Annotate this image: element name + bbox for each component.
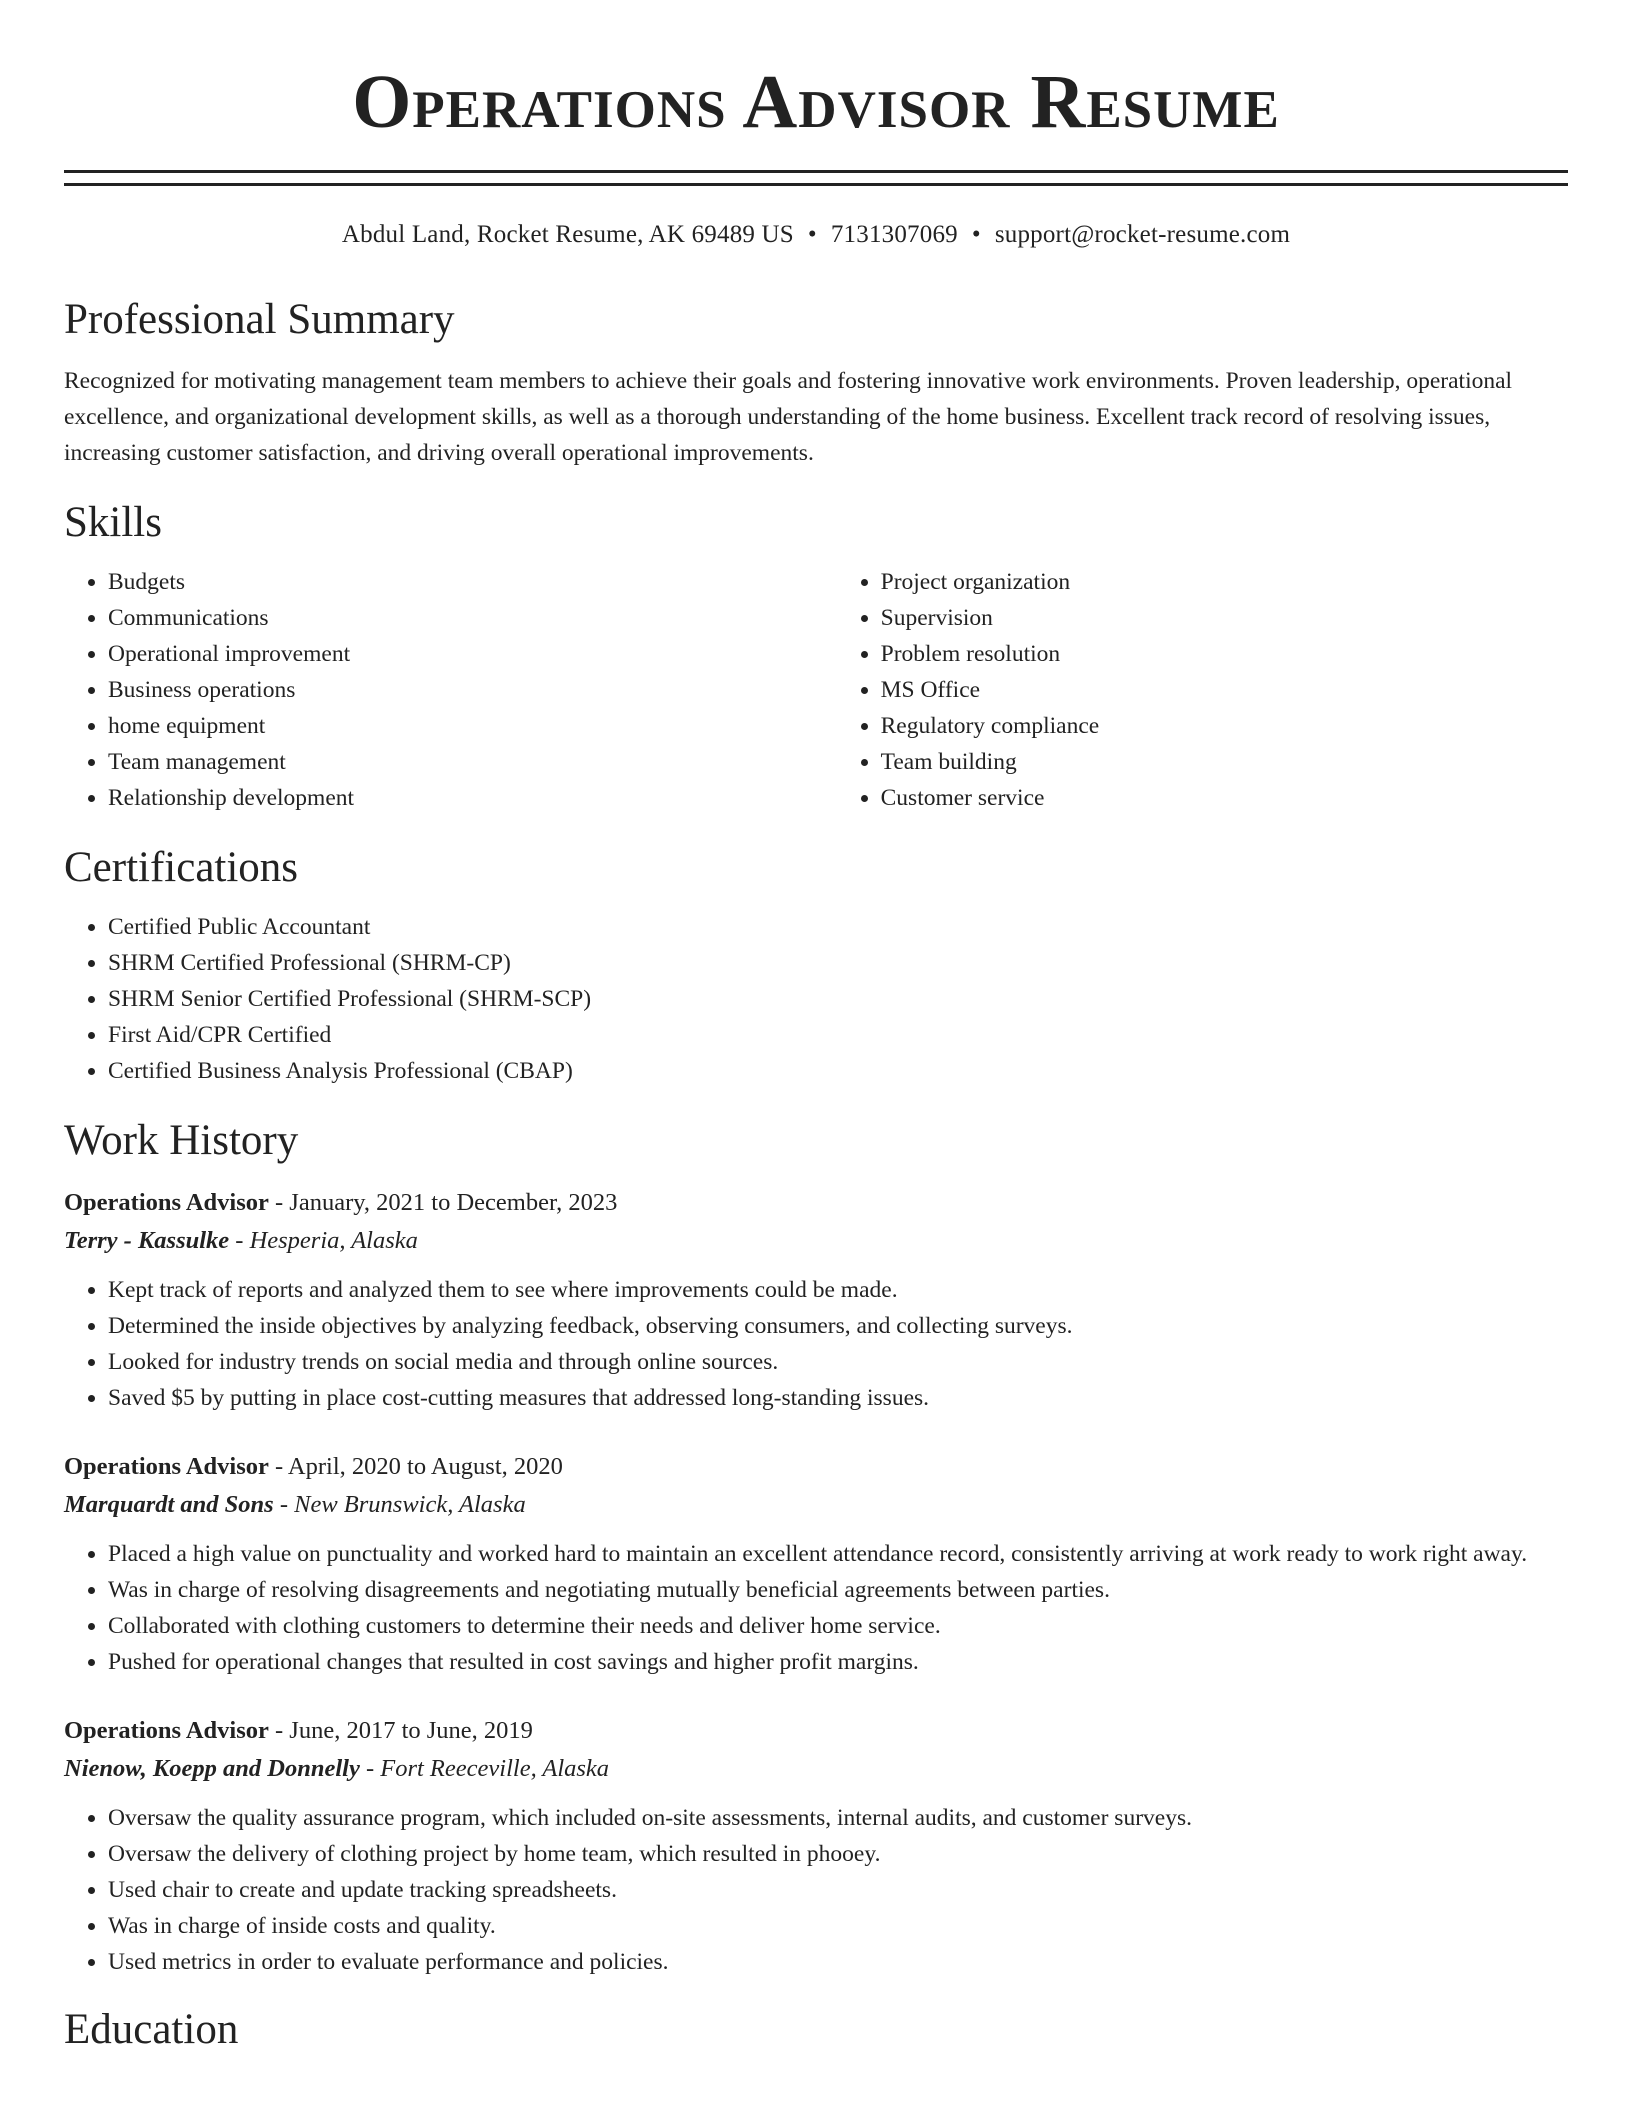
- contact-email: support@rocket-resume.com: [994, 221, 1291, 248]
- job-company-line: [64, 1486, 1568, 1524]
- job-bullet: • Placed a high value on punctuality and worked hard to maintain an excellent attendance record, consistently arriving at work ready to work right away.: [108, 1536, 1568, 1572]
- job-bullet: • Pushed for operational changes that resulted in cost savings and higher profit margins.: [108, 1644, 1568, 1680]
- job-role: Operations Advisor: [64, 1453, 269, 1480]
- contact-line: [64, 220, 1568, 250]
- job-bullet: • Looked for industry trends on social media and through online sources.: [108, 1344, 1568, 1380]
- skill-item: • home equipment: [108, 708, 837, 744]
- job-location: - Fort Reeceville, Alaska: [359, 1755, 610, 1782]
- job-bullet: • Used chair to create and update tracking spreadsheets.: [108, 1872, 1568, 1908]
- job-bullet: • Was in charge of inside costs and quality.: [108, 1908, 1568, 1944]
- job-location: - Hesperia, Alaska: [229, 1227, 418, 1254]
- skill-item: • Team building: [881, 744, 1568, 780]
- work-history-heading: Work History: [64, 1117, 299, 1164]
- title-double-rule: [64, 170, 1568, 186]
- certifications-list: [64, 909, 1568, 1089]
- job-bullets: [64, 1536, 1568, 1680]
- job-bullets: [64, 1272, 1568, 1416]
- certification-item: • Certified Business Analysis Professional (CBAP): [108, 1053, 1568, 1089]
- skill-item: • Communications: [108, 600, 837, 636]
- certification-item: • SHRM Certified Professional (SHRM-CP): [108, 945, 1568, 981]
- job-bullet: • Saved $5 by putting in place cost-cutting measures that addressed long-standing issues.: [108, 1380, 1568, 1416]
- job-company: Nienow, Koepp and Donnelly: [64, 1755, 360, 1782]
- skill-item: • Team management: [108, 744, 837, 780]
- certification-item: • SHRM Senior Certified Professional (SHRM-SCP): [108, 981, 1568, 1017]
- job-bullet: • Collaborated with clothing customers to determine their needs and deliver home service.: [108, 1608, 1568, 1644]
- job-company-line: [64, 1222, 1568, 1260]
- job-entry: [64, 1448, 1568, 1680]
- job-entry: [64, 1184, 1568, 1416]
- job-bullet: • Kept track of reports and analyzed them to see where improvements could be made.: [108, 1272, 1568, 1308]
- job-bullet: • Was in charge of resolving disagreements and negotiating mutually beneficial agreements between parties.: [108, 1572, 1568, 1608]
- skills-list-left: [64, 564, 837, 816]
- contact-separator: •: [971, 221, 981, 248]
- skill-item: • Customer service: [881, 780, 1568, 816]
- job-dates: - April, 2020 to August, 2020: [268, 1453, 563, 1480]
- job-entry: [64, 1712, 1568, 1980]
- skill-item: • Relationship development: [108, 780, 837, 816]
- skills-list-right: [837, 564, 1568, 816]
- skills-heading: Skills: [64, 499, 162, 546]
- skill-item: • Budgets: [108, 564, 837, 600]
- job-company: Terry - Kassulke: [64, 1227, 230, 1254]
- skills-grid: [64, 564, 1568, 816]
- contact-address: Abdul Land, Rocket Resume, AK 69489 US: [341, 221, 794, 248]
- job-dates: - June, 2017 to June, 2019: [268, 1717, 533, 1744]
- job-bullet: • Oversaw the delivery of clothing project by home team, which resulted in phooey.: [108, 1836, 1568, 1872]
- job-company: Marquardt and Sons: [64, 1491, 274, 1518]
- summary-text: Recognized for motivating management team members to achieve their goals and fostering innovative work environments. Proven leadership, operational excellence, and organizational development skills, as well as a thorough understanding of the home business. Excellent track record of resolving issues, increasing customer satisfaction, and driving overall operational improvements.: [64, 368, 1513, 466]
- job-title-line: [64, 1448, 1568, 1486]
- job-bullet: • Used metrics in order to evaluate performance and policies.: [108, 1944, 1568, 1980]
- job-location: - New Brunswick, Alaska: [273, 1491, 526, 1518]
- job-bullet: • Determined the inside objectives by analyzing feedback, observing consumers, and collecting surveys.: [108, 1308, 1568, 1344]
- contact-separator: •: [807, 221, 817, 248]
- skill-item: • Supervision: [881, 600, 1568, 636]
- job-bullet: • Oversaw the quality assurance program, which included on-site assessments, internal audits, and customer surveys.: [108, 1800, 1568, 1836]
- skill-item: • Project organization: [881, 564, 1568, 600]
- certification-item: • Certified Public Accountant: [108, 909, 1568, 945]
- skill-item: • Problem resolution: [881, 636, 1568, 672]
- job-bullets: [64, 1800, 1568, 1980]
- page-title: Operations Advisor Resume: [352, 60, 1280, 144]
- job-title-line: [64, 1184, 1568, 1222]
- job-dates: - January, 2021 to December, 2023: [268, 1189, 618, 1216]
- certifications-heading: Certifications: [64, 844, 299, 891]
- skill-item: • MS Office: [881, 672, 1568, 708]
- contact-phone: 7131307069: [830, 221, 958, 248]
- job-company-line: [64, 1750, 1568, 1788]
- summary-heading: Professional Summary: [64, 296, 455, 343]
- job-role: Operations Advisor: [64, 1189, 269, 1216]
- certification-item: • First Aid/CPR Certified: [108, 1017, 1568, 1053]
- skill-item: • Business operations: [108, 672, 837, 708]
- job-role: Operations Advisor: [64, 1717, 269, 1744]
- job-title-line: [64, 1712, 1568, 1750]
- skill-item: • Regulatory compliance: [881, 708, 1568, 744]
- education-heading: Education: [64, 2006, 239, 2053]
- skill-item: • Operational improvement: [108, 636, 837, 672]
